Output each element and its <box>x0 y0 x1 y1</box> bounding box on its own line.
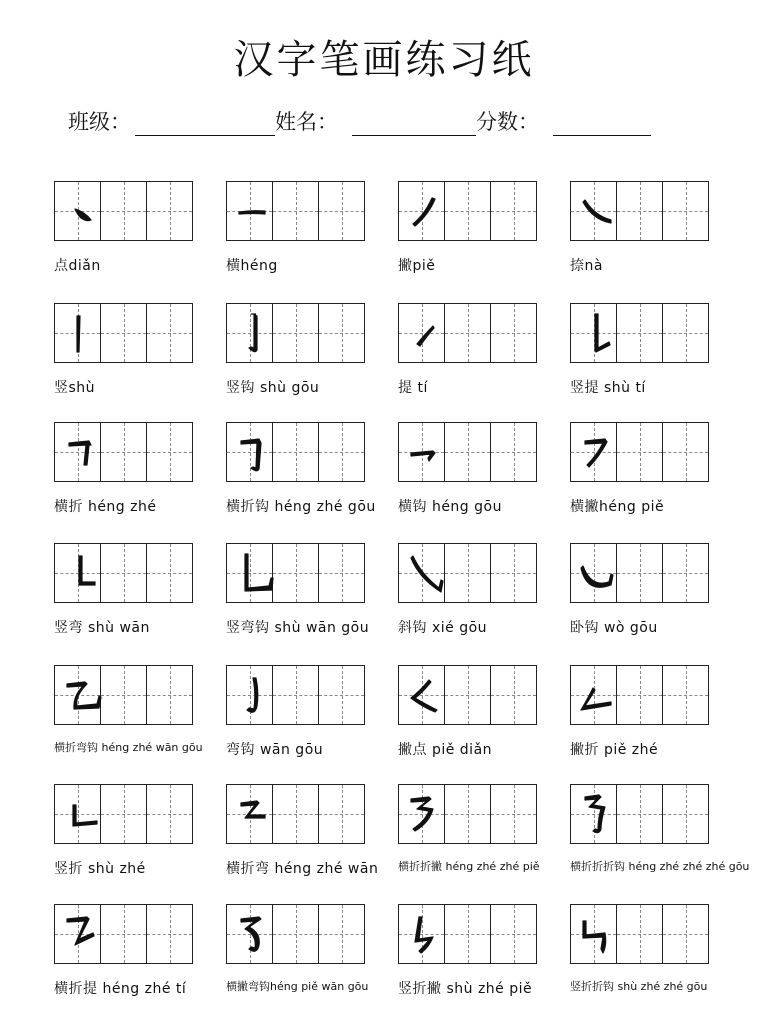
writing-box[interactable] <box>146 422 193 482</box>
writing-box[interactable] <box>616 303 663 363</box>
writing-box[interactable] <box>662 422 709 482</box>
writing-box[interactable] <box>444 422 491 482</box>
practice-boxes <box>54 181 197 241</box>
stroke-glyph-icon <box>571 304 618 364</box>
stroke-name-label: 捺nà <box>570 258 603 274</box>
practice-boxes <box>226 543 369 603</box>
practice-boxes <box>226 422 369 482</box>
writing-box[interactable] <box>662 784 709 844</box>
example-box <box>226 904 273 964</box>
writing-box[interactable] <box>616 784 663 844</box>
writing-box[interactable] <box>146 904 193 964</box>
student-info-row <box>68 106 651 136</box>
writing-box[interactable] <box>444 303 491 363</box>
writing-box[interactable] <box>662 303 709 363</box>
stroke-name-label: 竖弯 shù wān <box>54 620 150 636</box>
writing-box[interactable] <box>146 303 193 363</box>
writing-box[interactable] <box>100 904 147 964</box>
writing-box[interactable] <box>272 904 319 964</box>
name-label: 姓名： <box>275 110 338 134</box>
writing-box[interactable] <box>100 422 147 482</box>
stroke-glyph-icon <box>399 182 446 242</box>
writing-box[interactable] <box>318 665 365 725</box>
example-box <box>398 665 445 725</box>
stroke-glyph-icon <box>227 905 274 965</box>
stroke-glyph-icon <box>571 905 618 965</box>
writing-box[interactable] <box>318 181 365 241</box>
practice-boxes <box>54 665 197 725</box>
example-box <box>54 904 101 964</box>
example-box <box>398 303 445 363</box>
practice-boxes <box>398 904 541 964</box>
stroke-name-label: 横折 héng zhé <box>54 499 157 515</box>
stroke-glyph-icon <box>227 785 274 845</box>
practice-boxes <box>226 784 369 844</box>
stroke-name-label: 弯钩 wān gōu <box>226 742 324 758</box>
example-box <box>398 543 445 603</box>
writing-box[interactable] <box>616 422 663 482</box>
writing-box[interactable] <box>616 181 663 241</box>
stroke-glyph-icon <box>399 785 446 845</box>
example-box <box>54 422 101 482</box>
practice-boxes <box>398 181 541 241</box>
example-box <box>226 665 273 725</box>
writing-box[interactable] <box>490 665 537 725</box>
example-box <box>398 904 445 964</box>
example-box <box>398 784 445 844</box>
writing-box[interactable] <box>662 543 709 603</box>
writing-box[interactable] <box>490 543 537 603</box>
writing-box[interactable] <box>616 665 663 725</box>
example-box <box>398 181 445 241</box>
example-box <box>570 181 617 241</box>
writing-box[interactable] <box>444 665 491 725</box>
stroke-name-label: 横撇弯钩héng piě wān gōu <box>226 980 369 993</box>
stroke-glyph-icon <box>571 666 618 726</box>
class-label: 班级： <box>68 110 131 134</box>
writing-box[interactable] <box>318 904 365 964</box>
stroke-name-label: 横折弯钩 héng zhé wān gōu <box>54 741 203 754</box>
practice-boxes <box>54 303 197 363</box>
writing-box[interactable] <box>662 665 709 725</box>
writing-box[interactable] <box>272 665 319 725</box>
stroke-name-label: 撇piě <box>398 258 436 274</box>
practice-boxes <box>570 904 713 964</box>
stroke-name-label: 横折折折钩 héng zhé zhé zhé gōu <box>570 860 750 873</box>
practice-boxes <box>570 422 713 482</box>
writing-box[interactable] <box>444 784 491 844</box>
stroke-glyph-icon <box>399 544 446 604</box>
stroke-name-label: 撇折 piě zhé <box>570 742 659 758</box>
stroke-glyph-icon <box>399 905 446 965</box>
writing-box[interactable] <box>490 181 537 241</box>
stroke-name-label: 竖弯钩 shù wān gōu <box>226 620 370 636</box>
example-box <box>570 303 617 363</box>
writing-box[interactable] <box>490 784 537 844</box>
writing-box[interactable] <box>490 303 537 363</box>
stroke-glyph-icon <box>55 666 102 726</box>
example-box <box>398 422 445 482</box>
stroke-name-label: 横撇héng piě <box>570 499 665 515</box>
practice-boxes <box>398 422 541 482</box>
stroke-glyph-icon <box>227 182 274 242</box>
score-label: 分数： <box>476 110 539 134</box>
writing-box[interactable] <box>662 904 709 964</box>
example-box <box>570 665 617 725</box>
stroke-name-label: 横héng <box>226 258 278 274</box>
practice-boxes <box>54 904 197 964</box>
writing-box[interactable] <box>444 543 491 603</box>
writing-box[interactable] <box>318 784 365 844</box>
writing-box[interactable] <box>616 543 663 603</box>
example-box <box>570 904 617 964</box>
stroke-name-label: 竖折折钩 shù zhé zhé gōu <box>570 980 708 993</box>
writing-box[interactable] <box>146 665 193 725</box>
writing-box[interactable] <box>100 181 147 241</box>
example-box <box>226 422 273 482</box>
stroke-glyph-icon <box>227 304 274 364</box>
writing-box[interactable] <box>318 303 365 363</box>
stroke-glyph-icon <box>55 182 102 242</box>
stroke-name-label: 横钩 héng gōu <box>398 499 502 515</box>
example-box <box>54 784 101 844</box>
practice-boxes <box>570 181 713 241</box>
example-box <box>226 784 273 844</box>
writing-box[interactable] <box>100 784 147 844</box>
writing-box[interactable] <box>318 422 365 482</box>
example-box <box>54 665 101 725</box>
writing-box[interactable] <box>444 904 491 964</box>
stroke-glyph-icon <box>227 544 274 604</box>
score-field[interactable] <box>553 113 651 136</box>
example-box <box>54 303 101 363</box>
stroke-glyph-icon <box>55 423 102 483</box>
practice-boxes <box>54 422 197 482</box>
stroke-name-label: 竖提 shù tí <box>570 380 646 396</box>
practice-boxes <box>570 543 713 603</box>
stroke-name-label: 竖钩 shù gōu <box>226 380 320 396</box>
stroke-name-label: 横折折撇 héng zhé zhé piě <box>398 860 540 873</box>
practice-boxes <box>226 665 369 725</box>
stroke-glyph-icon <box>571 544 618 604</box>
practice-boxes <box>570 665 713 725</box>
practice-boxes <box>570 303 713 363</box>
practice-boxes <box>54 784 197 844</box>
stroke-glyph-icon <box>227 666 274 726</box>
stroke-name-label: 横折钩 héng zhé gōu <box>226 499 376 515</box>
writing-box[interactable] <box>146 543 193 603</box>
stroke-glyph-icon <box>399 423 446 483</box>
writing-box[interactable] <box>490 904 537 964</box>
stroke-glyph-icon <box>55 544 102 604</box>
class-field[interactable] <box>135 113 275 136</box>
example-box <box>226 543 273 603</box>
stroke-name-label: 点diǎn <box>54 258 101 274</box>
stroke-glyph-icon <box>55 905 102 965</box>
practice-boxes <box>398 543 541 603</box>
practice-boxes <box>398 303 541 363</box>
writing-box[interactable] <box>490 422 537 482</box>
example-box <box>226 181 273 241</box>
writing-box[interactable] <box>272 543 319 603</box>
writing-box[interactable] <box>272 303 319 363</box>
writing-box[interactable] <box>272 784 319 844</box>
practice-boxes <box>398 784 541 844</box>
stroke-name-label: 竖shù <box>54 380 96 396</box>
writing-box[interactable] <box>616 904 663 964</box>
stroke-glyph-icon <box>55 304 102 364</box>
writing-box[interactable] <box>662 181 709 241</box>
page-title: 汉字笔画练习纸 <box>233 37 535 83</box>
stroke-glyph-icon <box>571 182 618 242</box>
writing-box[interactable] <box>100 665 147 725</box>
writing-box[interactable] <box>318 543 365 603</box>
stroke-name-label: 横折弯 héng zhé wān <box>226 861 379 877</box>
stroke-glyph-icon <box>571 785 618 845</box>
stroke-glyph-icon <box>55 785 102 845</box>
practice-boxes <box>226 303 369 363</box>
name-field[interactable] <box>352 113 476 136</box>
stroke-name-label: 横折提 héng zhé tí <box>54 981 187 997</box>
stroke-glyph-icon <box>399 666 446 726</box>
example-box <box>226 303 273 363</box>
practice-boxes <box>54 543 197 603</box>
example-box <box>570 422 617 482</box>
practice-boxes <box>226 904 369 964</box>
practice-boxes <box>226 181 369 241</box>
writing-box[interactable] <box>100 303 147 363</box>
example-box <box>570 784 617 844</box>
stroke-name-label: 斜钩 xié gōu <box>398 620 488 636</box>
writing-box[interactable] <box>146 181 193 241</box>
stroke-name-label: 竖折 shù zhé <box>54 861 146 877</box>
stroke-glyph-icon <box>227 423 274 483</box>
stroke-name-label: 卧钩 wò gōu <box>570 620 658 636</box>
stroke-glyph-icon <box>399 304 446 364</box>
stroke-name-label: 提 tí <box>398 380 428 396</box>
stroke-name-label: 撇点 piě diǎn <box>398 742 493 758</box>
example-box <box>54 543 101 603</box>
practice-boxes <box>398 665 541 725</box>
example-box <box>54 181 101 241</box>
writing-box[interactable] <box>272 422 319 482</box>
stroke-name-label: 竖折撇 shù zhé piě <box>398 981 533 997</box>
writing-box[interactable] <box>272 181 319 241</box>
writing-box[interactable] <box>100 543 147 603</box>
example-box <box>570 543 617 603</box>
practice-boxes <box>570 784 713 844</box>
writing-box[interactable] <box>444 181 491 241</box>
writing-box[interactable] <box>146 784 193 844</box>
stroke-glyph-icon <box>571 423 618 483</box>
